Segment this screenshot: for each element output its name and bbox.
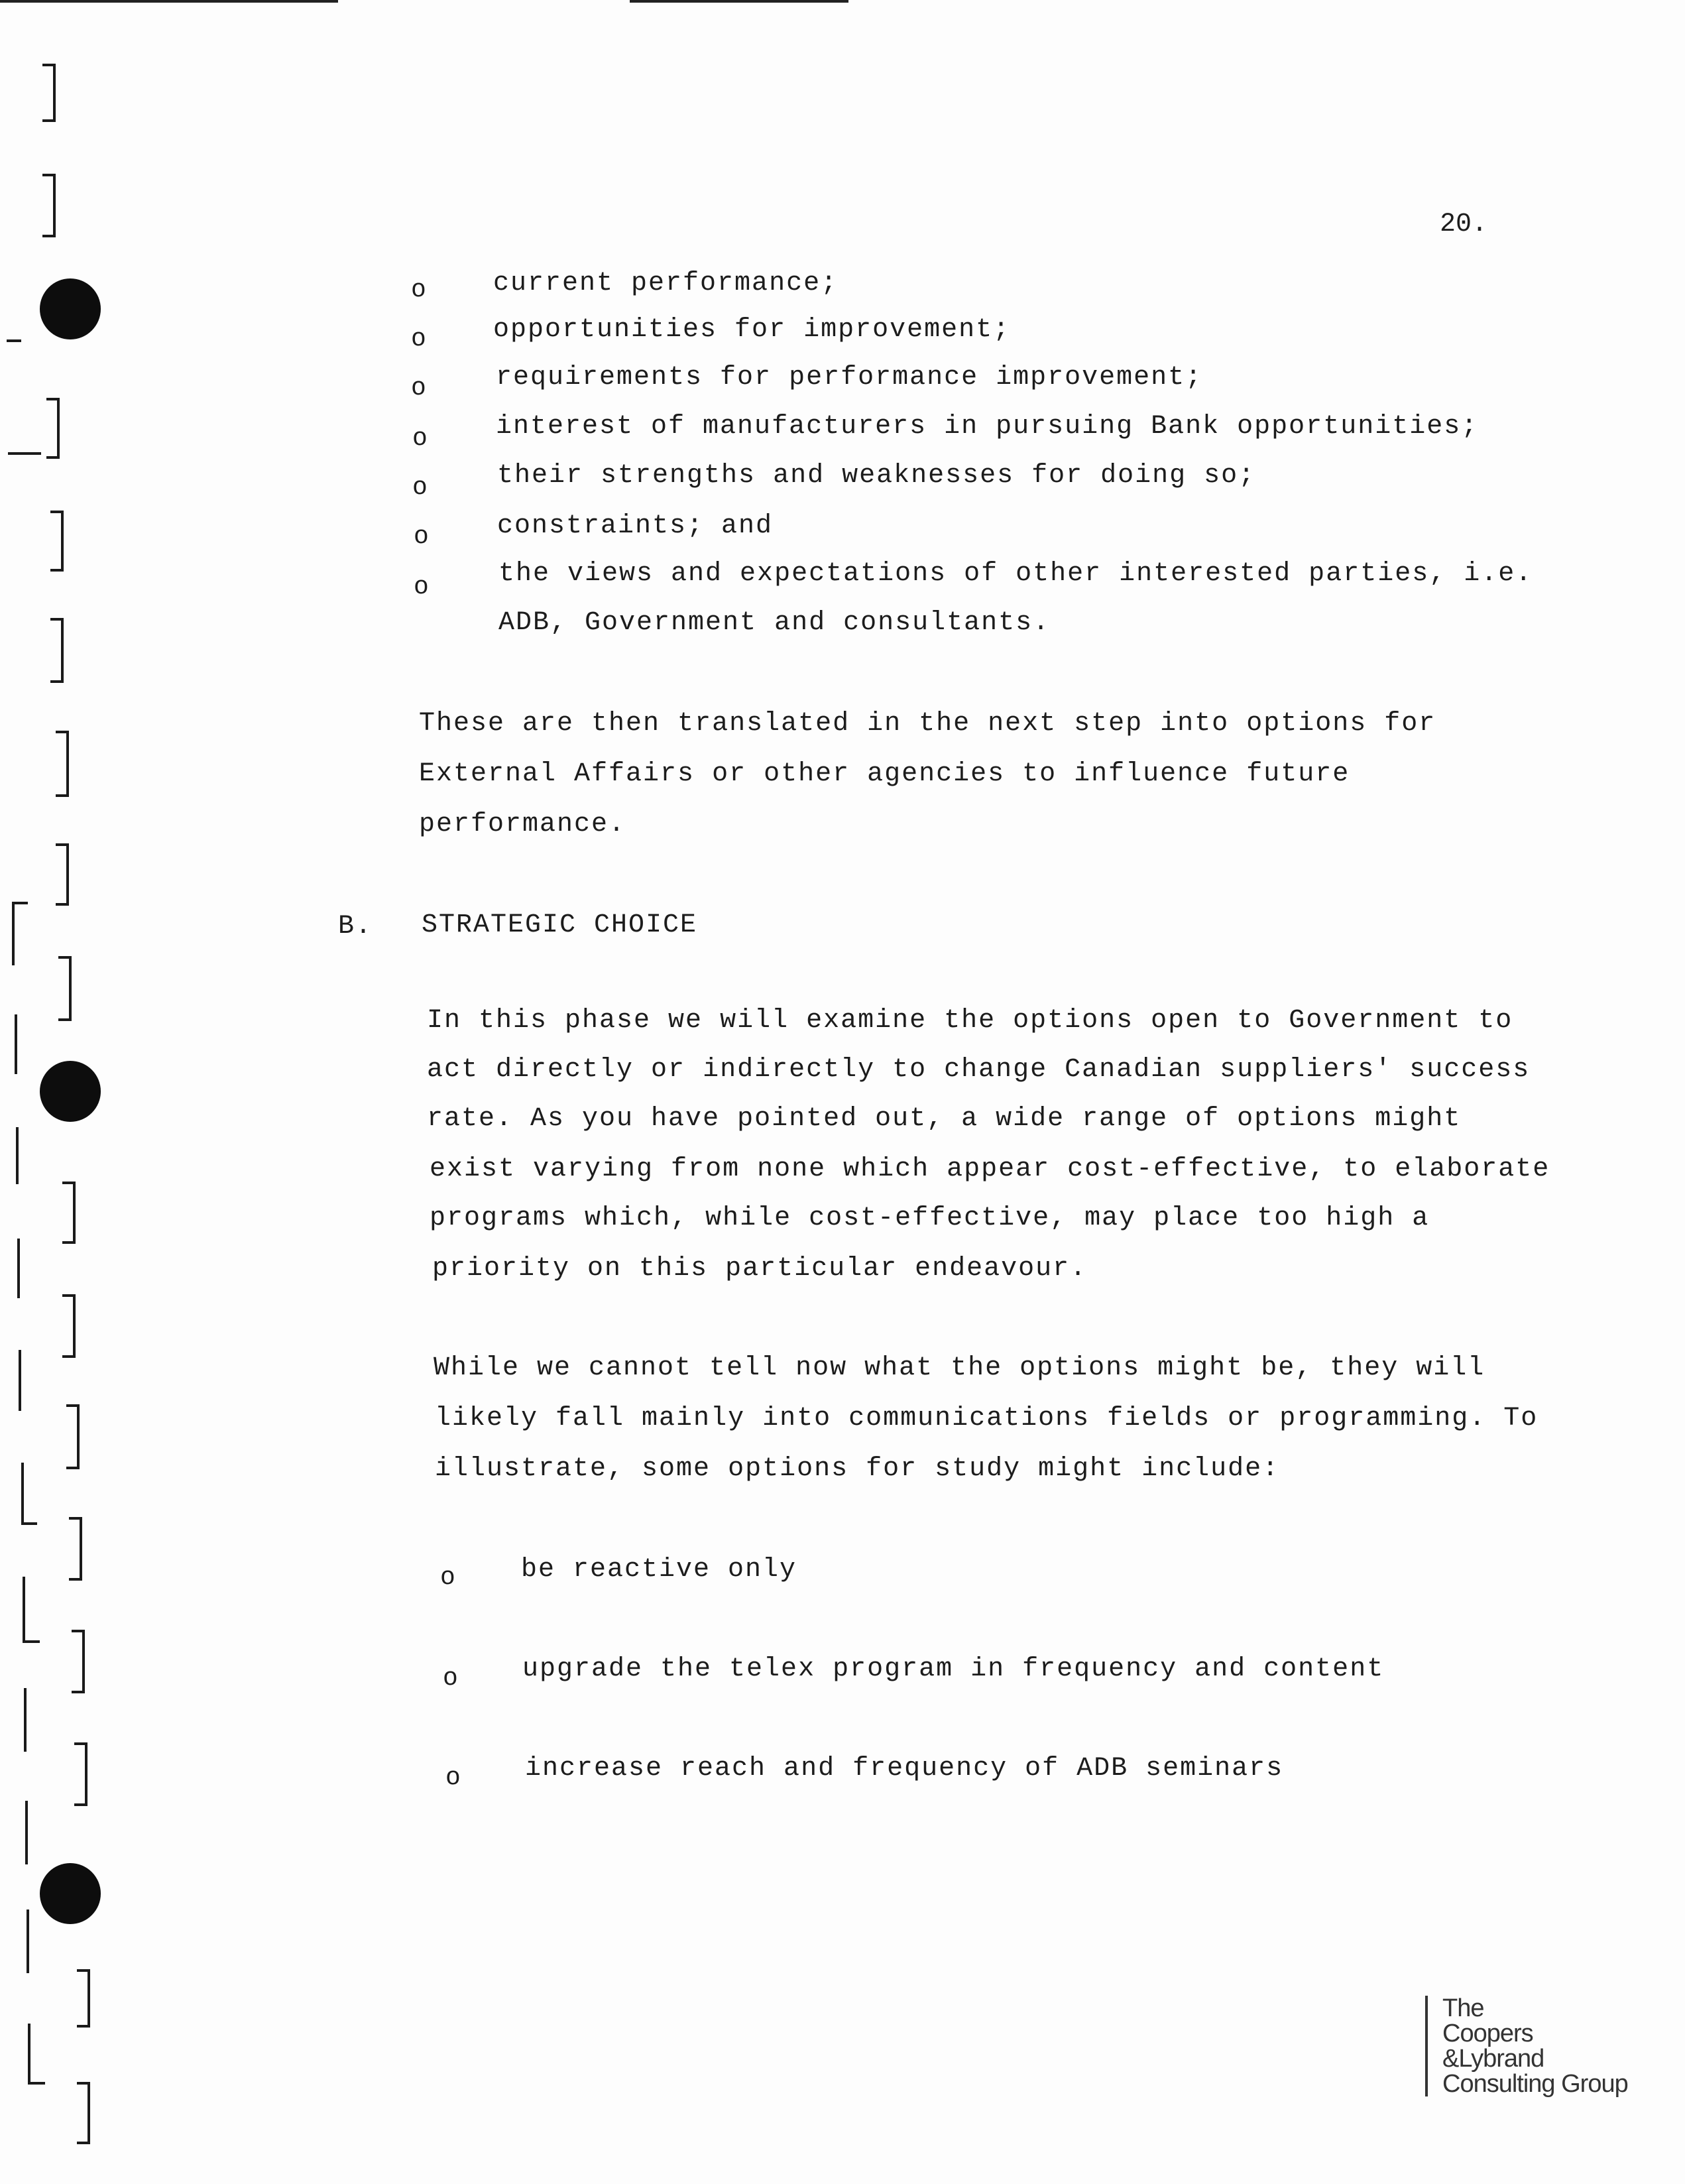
margin-bracket (74, 1742, 87, 1806)
margin-line (16, 1127, 19, 1184)
logo-line: Consulting Group (1442, 2070, 1628, 2098)
margin-bracket (58, 956, 72, 1021)
margin-line (17, 1239, 20, 1298)
list-item: upgrade the telex program in frequency and content (522, 1654, 1385, 1684)
paragraph-line: illustrate, some options for study might include: (435, 1454, 1280, 1484)
list-item: opportunities for improvement; (493, 315, 1011, 345)
margin-line (21, 1463, 24, 1525)
paragraph-line: likely fall mainly into communications fields or programming. To (435, 1404, 1539, 1433)
paragraph-line: While we cannot tell now what the options might be, they will (434, 1353, 1485, 1383)
margin-line (25, 1801, 28, 1864)
bullet-marker: o (414, 573, 429, 601)
margin-bracket (42, 174, 56, 237)
paragraph-line: In this phase we will examine the options open to Government to (427, 1006, 1513, 1036)
bullet-marker: o (412, 473, 428, 502)
margin-bracket (62, 1182, 76, 1244)
margin-line (19, 1350, 21, 1411)
margin-line (28, 2024, 30, 2085)
list-item: current performance; (493, 269, 839, 298)
list-item: be reactive only (521, 1555, 797, 1585)
margin-line (12, 902, 15, 965)
margin-line (24, 1688, 27, 1752)
paragraph-line: performance. (419, 810, 626, 839)
logo-line: Coopers (1442, 2020, 1533, 2047)
paragraph-line: rate. As you have pointed out, a wide range of options might (427, 1104, 1462, 1134)
paragraph-line: act directly or indirectly to change Canadian suppliers' success (427, 1055, 1531, 1085)
margin-bracket (56, 731, 69, 797)
bullet-marker: o (414, 522, 429, 551)
paragraph-line: programs which, while cost-effective, may place too high a (430, 1203, 1430, 1233)
punch-hole (40, 1061, 101, 1122)
bullet-marker: o (443, 1664, 458, 1693)
margin-line (23, 1577, 25, 1643)
list-item: requirements for performance improvement; (496, 363, 1203, 393)
margin-bracket (42, 64, 56, 122)
paragraph-line: exist varying from none which appear cost-effective, to elaborate (430, 1154, 1550, 1184)
scan-edge-line (630, 0, 848, 3)
margin-bracket (56, 843, 69, 906)
bullet-marker: o (411, 374, 426, 402)
punch-hole (40, 1863, 101, 1924)
margin-line (12, 902, 28, 904)
margin-bracket (50, 511, 64, 572)
margin-bracket (62, 1294, 76, 1358)
paragraph-line: External Affairs or other agencies to influence future (419, 759, 1350, 789)
logo-line: The (1442, 1994, 1484, 2022)
margin-line (23, 1640, 40, 1643)
bullet-marker: o (411, 325, 426, 353)
margin-bracket (72, 1630, 85, 1693)
margin-line (27, 1910, 29, 1973)
list-item: interest of manufacturers in pursuing Bank opportunities; (496, 412, 1479, 442)
margin-line (28, 2082, 45, 2085)
margin-bracket (50, 618, 64, 683)
paragraph-line: priority on this particular endeavour. (432, 1254, 1088, 1284)
section-heading: STRATEGIC CHOICE (422, 910, 698, 940)
page-number: 20. (1440, 210, 1488, 239)
margin-bracket (69, 1517, 82, 1581)
margin-bracket (77, 1969, 90, 2028)
bullet-marker: o (440, 1563, 455, 1592)
section-letter: B. (338, 912, 373, 941)
bullet-marker: o (412, 424, 428, 453)
list-item: their strengths and weaknesses for doing so; (497, 461, 1256, 491)
logo-line: &Lybrand (1442, 2045, 1544, 2073)
paragraph-line: These are then translated in the next step into options for (419, 709, 1436, 739)
bullet-marker: o (445, 1764, 461, 1792)
punch-hole (40, 278, 101, 339)
list-item: the views and expectations of other interested parties, i.e. (498, 559, 1533, 589)
coopers-lybrand-logo (1425, 1996, 1628, 2096)
list-item-continuation: ADB, Government and consultants. (498, 608, 1051, 638)
list-item: increase reach and frequency of ADB seminars (525, 1754, 1284, 1784)
margin-line (15, 1014, 17, 1074)
list-item: constraints; and (497, 511, 774, 541)
margin-line (8, 452, 41, 455)
bullet-marker: o (411, 276, 426, 304)
margin-line (7, 339, 21, 342)
margin-bracket (46, 398, 60, 459)
margin-line (21, 1522, 37, 1525)
margin-bracket (66, 1404, 80, 1469)
margin-bracket (77, 2082, 90, 2144)
scan-edge-line (0, 0, 338, 3)
